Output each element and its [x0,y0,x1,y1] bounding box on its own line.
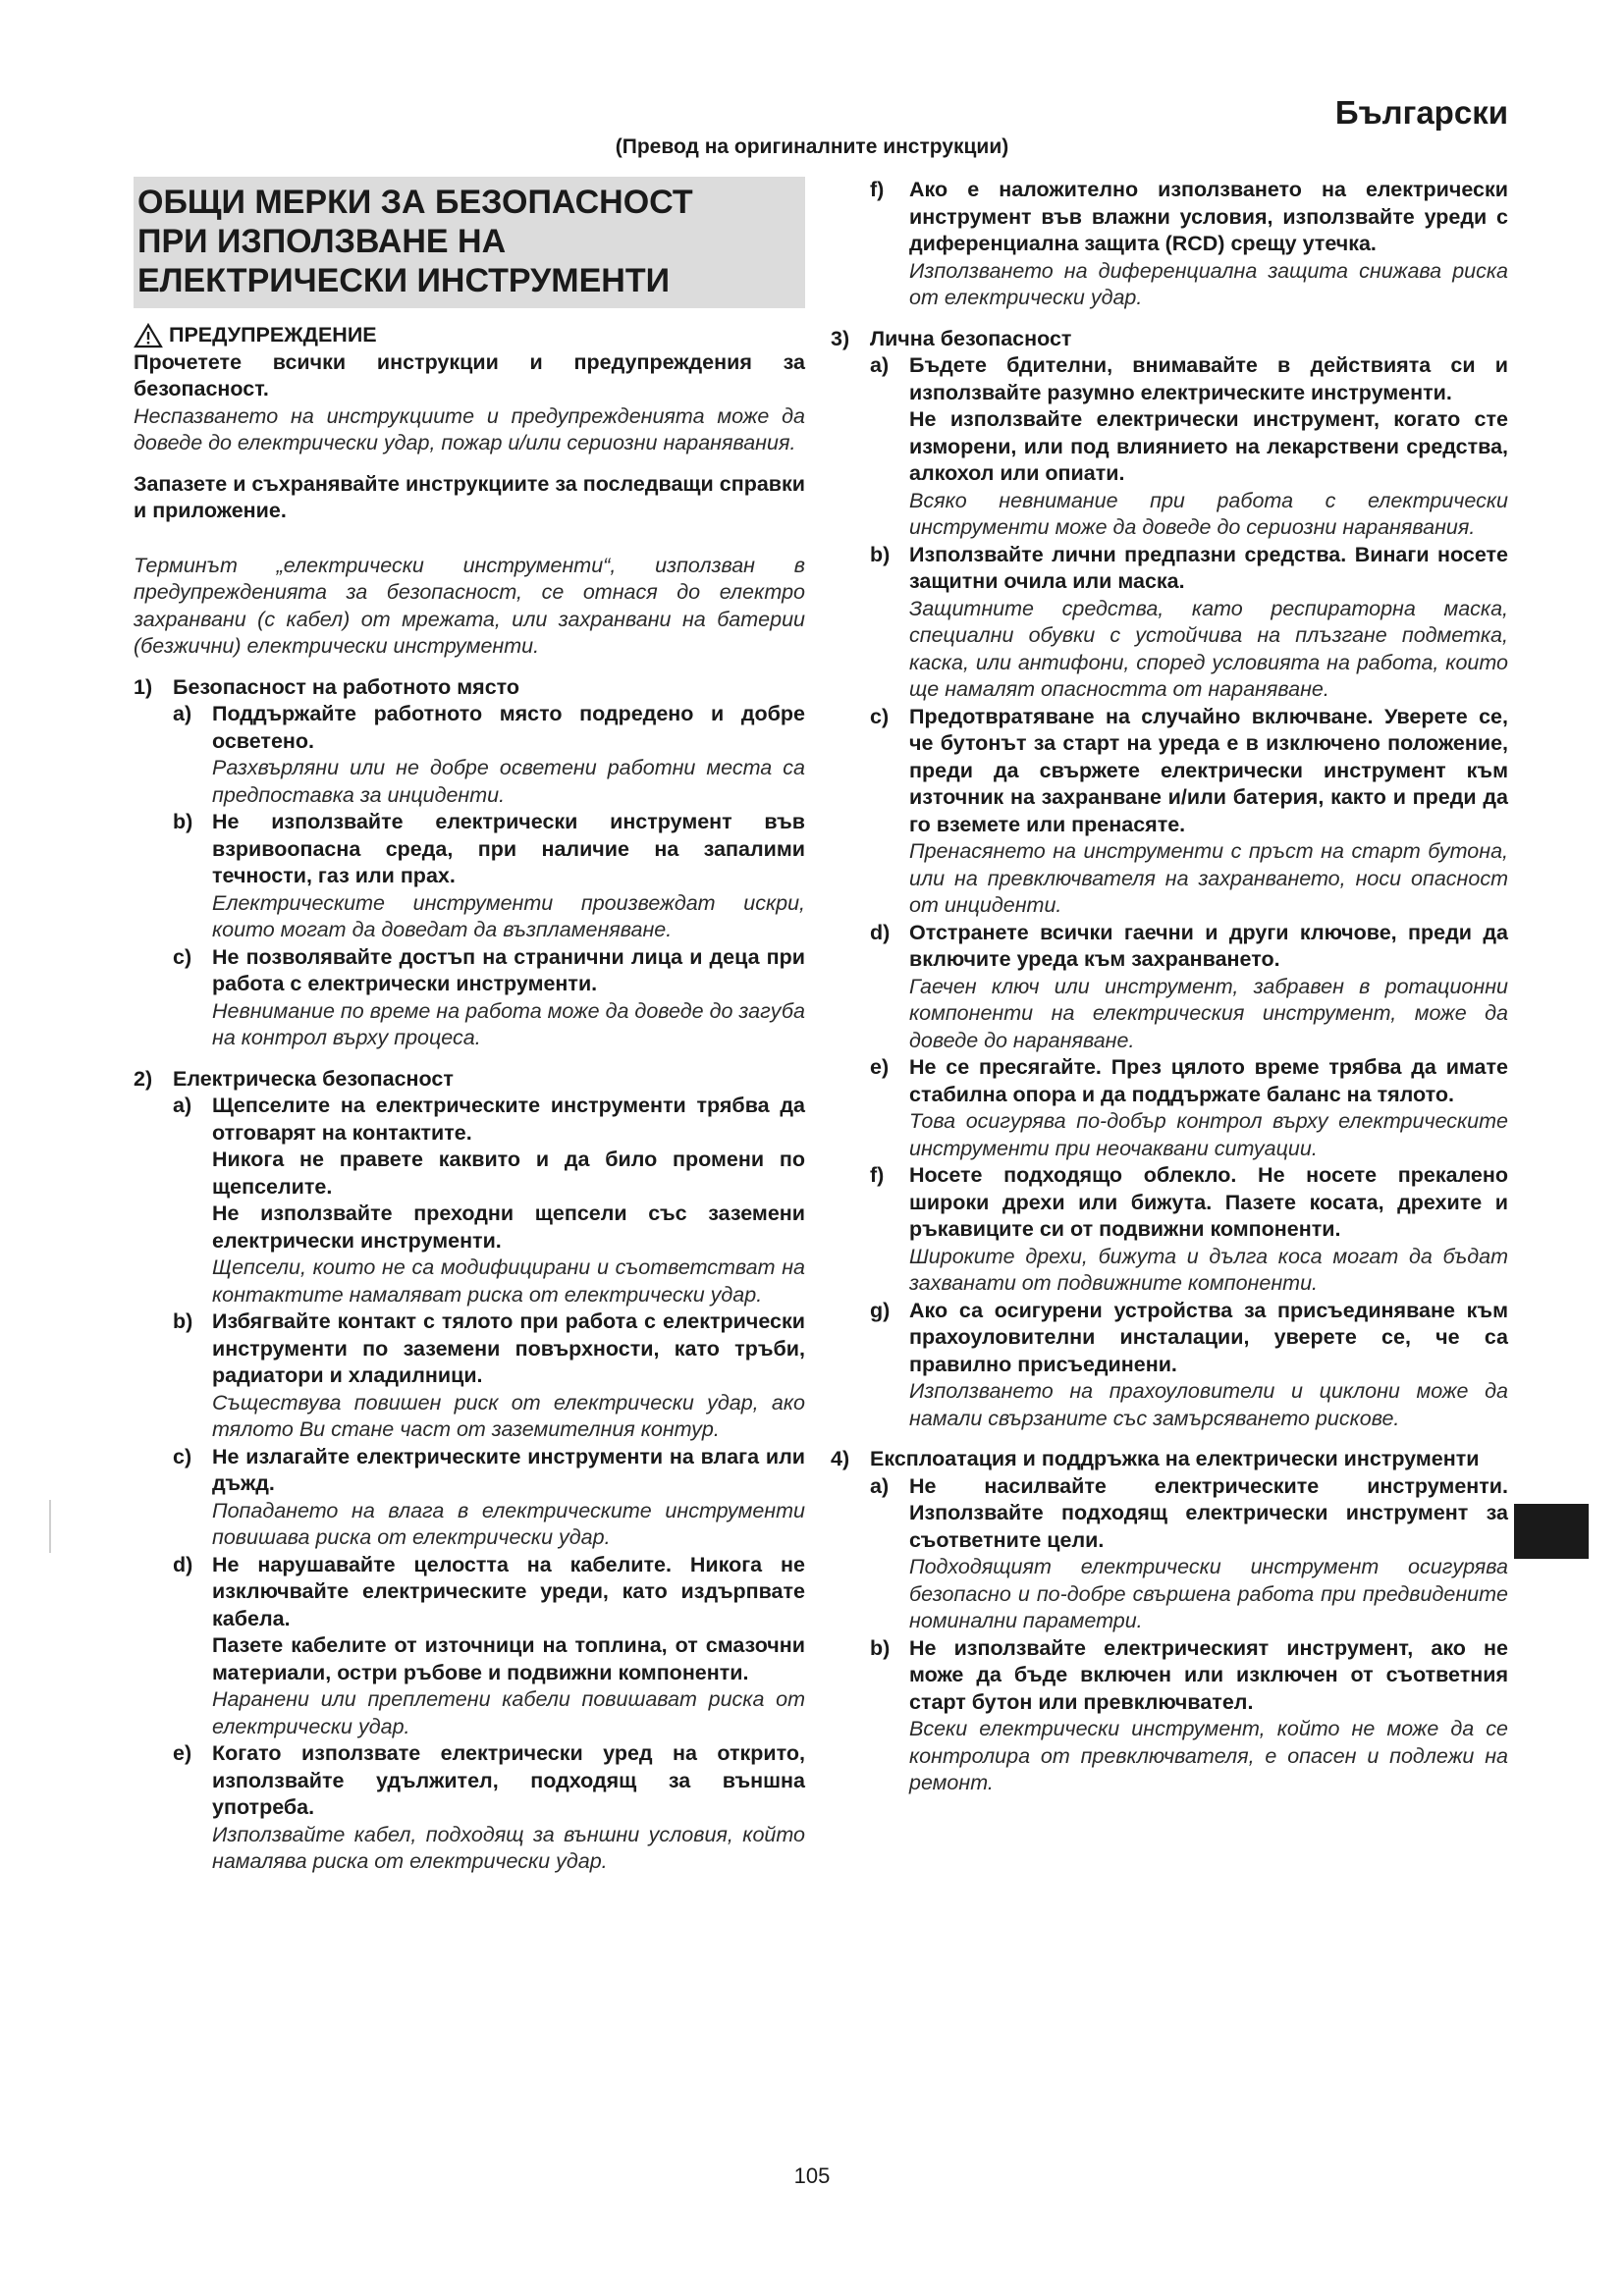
list-item: a) Не насилвайте електрическите инструменти. Използвайте подходящ електрически инструмент за съответните цели. Подходящият електрически инструмент осигурява безопасно и по-добре свършена работа при предвидените номинални параметри. [870,1473,1508,1632]
list-item: a) Поддържайте работното място подредено и добре осветено. Разхвърляни или не добре осветени работни места са предпоставка за инциденти. [173,702,805,807]
list-item: d) Отстранете всички гаечни и други ключове, преди да включите уреда към захранването. Гаечен ключ или инструмент, забравен в ротационни компоненти на електрическия инструмент, може да доведе до нараняване. [870,920,1508,1052]
list-item: c) Предотвратяване на случайно включване. Уверете се, че бутонът за старт на уреда е в изключено положение, преди да свържете електрически инструмент към източник на захранване и/или батерия, както и преди да го вземете или пренасяте. Пренасянето на инструменти с пръст на старт бутона, или на превключвателя на захранването, носи опасност от инциденти. [870,704,1508,917]
warning-heading [134,322,805,349]
list-item: b) Използвайте лични предпазни средства. Винаги носете защитни очила или маска. Защитните средства, като респираторна маска, специални обувки с устойчива на плъзгане подметка, каска, или антифони, според условията на работа, които ще намалят опасността от нараняване. [870,542,1508,701]
list-item: g) Ако са осигурени устройства за присъединяване към прахоуловителни инсталации, уверете се, че са правилно присъединени. Използването на прахоуловители и циклони може да намали свързаните със замърсяването рискове. [870,1298,1508,1430]
list-item: a) Бъдете бдителни, внимавайте в действията си и използвайте разумно електрическите инструменти. Не използвайте електрически инструмент, когато сте изморени, или под влиянието на лекарствени средства, алкохол или опиати. Всяко невнимание при работа с електрически инструменти може да доведе до сериозни наранявания. [870,353,1508,539]
page-number: 105 [793,2163,831,2188]
title-line: ОБЩИ МЕРКИ ЗА БЕЗОПАСНОСТ [137,184,693,221]
list-item: f) Ако е наложително използването на електрически инструмент във влажни условия, използвайте уреди с диференциална защита (RCD) срещу утечка. Използването на диференциална защита снижава риска от електрически удар. [870,178,1508,309]
section-heading: 1) Безопасност на работното място [134,674,520,699]
list-item: b) Не използвайте електрически инструмент във взривоопасна среда, при наличие на запалими течности, газ или прах. Електрическите инструменти произвеждат искри, които могат да доведат да възпламеняване. [173,810,805,941]
language-label: Български [1334,94,1508,131]
list-item: d) Не нарушавайте целостта на кабелите. Никога не изключвайте електрическите уреди, като издърпвате кабела. Пазете кабелите от източници на топлина, от смазочни материали, остри ръбове и подвижни компоненти. Наранени или преплетени кабели повишават риска от електрически удар. [173,1552,805,1738]
section-heading: 2) Електрическа безопасност [134,1066,454,1091]
term-definition: Терминът „електрически инструменти“, използван в предупрежденията за безопасност, се отнася до електро захранвани (с кабел) от мрежата, или захранвани на батерии (безжични) електрически инструменти. [134,553,805,658]
section-tab-marker [1514,1504,1589,1559]
margin-mark [49,1500,51,1553]
list-item: f) Носете подходящо облекло. Не носете прекалено широки дрехи или бижута. Пазете косата, дрехите и ръкавиците си от подвижни компоненти. Широките дрехи, бижута и дълга коса могат да бъдат захванати от подвижните компоненти. [870,1163,1508,1295]
list-item: c) Не излагайте електрическите инструменти на влага или дъжд. Попадането на влага в електрическите инструменти повишава риска от електрически удар. [173,1444,805,1549]
section-heading: 3) Лична безопасност [831,326,1072,350]
list-item: a) Щепселите на електрическите инструменти трябва да отговарят на контактите. Никога не правете каквито и да било промени по щепселите. Не използвайте преходни щепсели със заземени електрически инструменти. Щепсели, които не са модифицирани и съответстват на контактите намаляват риска от електрически удар. [173,1094,805,1307]
warning-note: Неспазването на инструкциите и предупрежденията може да доведе до електрически удар, пожар и/или сериозни наранявания. [134,403,805,454]
list-item: e) Не се пресягайте. През цялото време трябва да имате стабилна опора и да поддържате баланс на тялото. Това осигурява по-добър контрол върху електрическите инструменти при неочаквани ситуации. [870,1055,1508,1160]
title-line: ПРИ ИЗПОЛЗВАНЕ НА [137,223,507,260]
list-item: c) Не позволявайте достъп на странични лица и деца при работа с електрически инструменти. Невнимание по време на работа може да доведе до загуба на контрол върху процеса. [173,944,805,1049]
section-heading: 4) Експлоатация и поддръжка на електрически инструменти [831,1447,1480,1470]
list-item: b) Не използвайте електрическият инструмент, ако не може да бъде включен или изключен от съответния старт бутон или превключвател. Всеки електрически инструмент, който не може да се контролира от превключвателя, е опасен и подлежи на ремонт. [870,1635,1508,1794]
page-title [134,177,805,308]
warning-label: ПРЕДУПРЕЖДЕНИЕ [169,323,377,347]
warning-triangle-icon [134,323,163,348]
list-item: e) Когато използвате електрически уред на открито, използвайте удължител, подходящ за външна употреба. Използвайте кабел, подходящ за външни условия, който намалява риска от електрически удар. [173,1741,805,1873]
right-column [831,177,1508,1797]
title-line: ЕЛЕКТРИЧЕСКИ ИНСТРУМЕНТИ [137,262,671,299]
translation-note: (Превод на оригиналните инструкции) [615,135,1009,158]
list-item: b) Избягвайте контакт с тялото при работа с електрически инструменти по заземени повърхности, като тръби, радиатори и хладилници. Съществува повишен риск от електрически удар, ако тялото Ви стане част от заземителния контур. [173,1309,805,1441]
left-column [134,177,805,1876]
warning-text: Прочетете всички инструкции и предупреждения за безопасност. [134,349,805,400]
keep-instructions: Запазете и съхранявайте инструкциите за последващи справки и приложение. [134,471,805,522]
